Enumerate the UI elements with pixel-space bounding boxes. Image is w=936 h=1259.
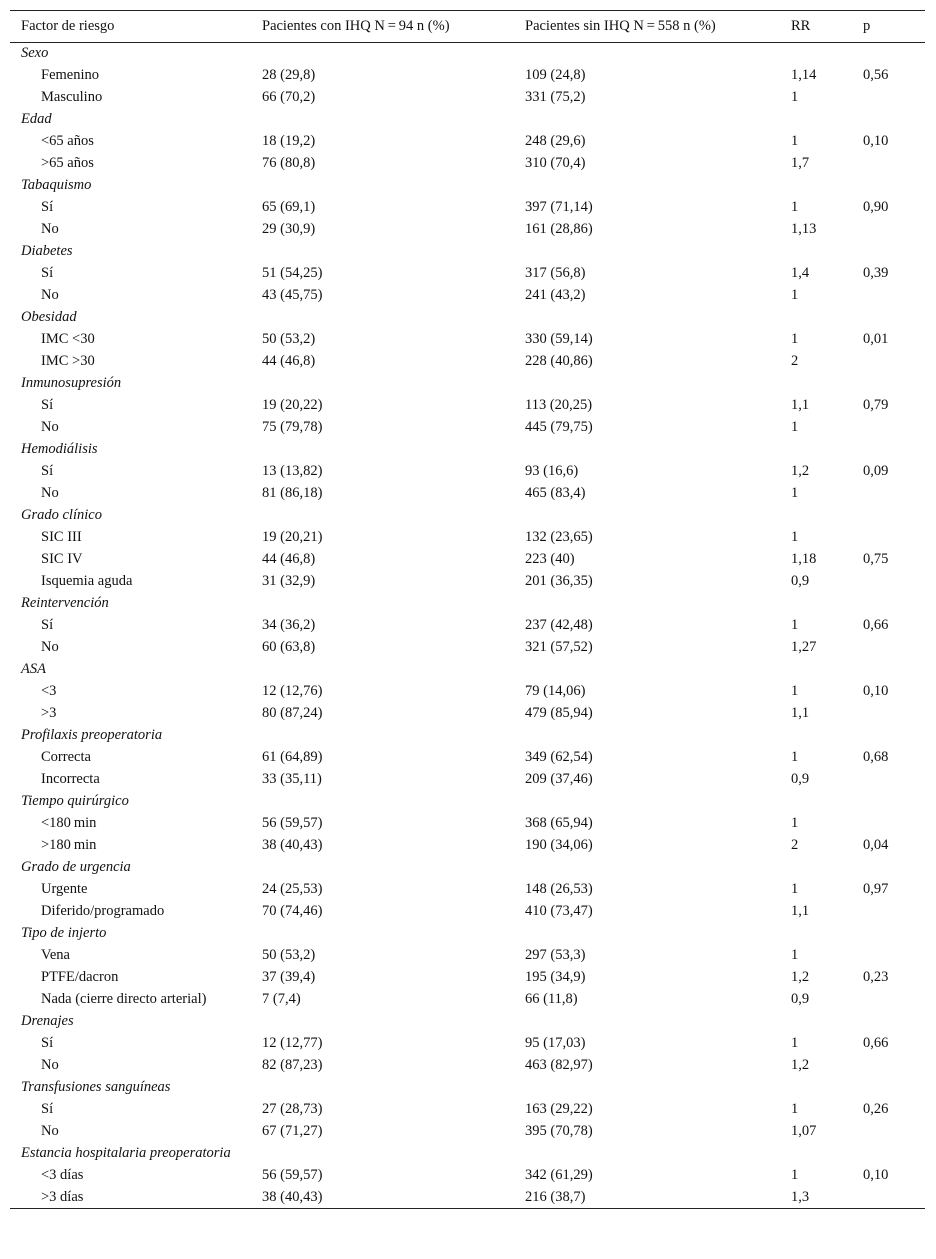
cell-with-ihq: 51 (54,25) (262, 265, 323, 281)
cell-with-ihq: 44 (46,8) (262, 353, 316, 369)
table-row (10, 989, 925, 1011)
cell-with-ihq: 66 (70,2) (262, 89, 316, 105)
table-row (10, 549, 925, 571)
cell-p: 0,68 (863, 749, 889, 765)
cell-factor: Isquemia aguda (41, 573, 133, 589)
cell-factor: >3 días (10, 1187, 251, 1209)
cell-p (852, 769, 925, 791)
cell-without-ihq: 190 (34,06) (525, 837, 593, 853)
cell-with-ihq: 12 (12,77) (262, 1035, 323, 1051)
cell-rr: 1 (791, 617, 799, 633)
group-row (10, 791, 925, 813)
group-row (10, 923, 925, 945)
cell-factor: Sí (41, 397, 54, 413)
cell-with-ihq: 82 (87,23) (262, 1057, 323, 1073)
cell-factor: >3 (41, 705, 57, 721)
group-row (10, 857, 925, 879)
group-label: Reintervención (21, 595, 109, 611)
table-row (10, 1055, 925, 1077)
cell-factor: Incorrecta (41, 771, 100, 787)
cell-with-ihq: 75 (79,78) (262, 419, 323, 435)
cell-p: 0,01 (863, 331, 889, 347)
table-row (10, 813, 925, 835)
table-row (10, 615, 925, 637)
table-row (10, 637, 925, 659)
table-row (10, 219, 925, 241)
group-label: Tabaquismo (21, 177, 92, 193)
cell-factor: Correcta (41, 749, 91, 765)
table-row (10, 285, 925, 307)
table-row (10, 1033, 925, 1055)
cell-factor: <3 (41, 683, 57, 699)
group-label: Tiempo quirúrgico (21, 793, 129, 809)
cell-with-ihq: 43 (45,75) (262, 287, 323, 303)
table-header (10, 11, 925, 43)
cell-rr: 2 (791, 837, 799, 853)
group-label: Obesidad (21, 309, 77, 325)
cell-with-ihq: 60 (63,8) (262, 639, 316, 655)
table-body (10, 43, 925, 1209)
cell-without-ihq: 228 (40,86) (525, 353, 593, 369)
cell-rr: 1,3 (780, 1187, 852, 1209)
cell-rr: 1,2 (791, 463, 810, 479)
group-label: Sexo (21, 45, 49, 62)
table-row (10, 329, 925, 351)
cell-p (852, 219, 925, 241)
table-row (10, 967, 925, 989)
cell-rr: 1 (791, 1167, 799, 1183)
cell-rr: 1 (791, 485, 799, 501)
table-row (10, 1165, 925, 1187)
cell-without-ihq: 463 (82,97) (525, 1057, 593, 1073)
table-row (10, 527, 925, 549)
cell-factor: <65 años (41, 133, 94, 149)
group-row (10, 307, 925, 329)
cell-with-ihq: 56 (59,57) (262, 815, 323, 831)
cell-without-ihq: 241 (43,2) (525, 287, 586, 303)
cell-with-ihq: 44 (46,8) (262, 551, 316, 567)
cell-rr: 1,18 (791, 551, 817, 567)
cell-p (852, 901, 925, 923)
table-row (10, 395, 925, 417)
cell-p (852, 571, 925, 593)
cell-rr: 1,1 (791, 397, 810, 413)
cell-without-ihq: 201 (36,35) (525, 573, 593, 589)
cell-p: 0,79 (863, 397, 889, 413)
cell-p: 0,56 (863, 67, 889, 83)
cell-with-ihq: 24 (25,53) (262, 881, 323, 897)
cell-with-ihq: 33 (35,11) (262, 771, 322, 787)
cell-rr: 1 (791, 1101, 799, 1117)
cell-p: 0,39 (863, 265, 889, 281)
cell-rr: 1 (791, 947, 799, 963)
table-row (10, 461, 925, 483)
cell-with-ihq: 37 (39,4) (262, 969, 316, 985)
table-row (10, 351, 925, 373)
group-label: Profilaxis preoperatoria (21, 727, 163, 743)
cell-p (852, 945, 925, 967)
cell-without-ihq: 410 (73,47) (525, 903, 593, 919)
cell-without-ihq: 397 (71,14) (525, 199, 593, 215)
cell-p: 0,04 (863, 837, 889, 853)
cell-without-ihq: 195 (34,9) (525, 969, 586, 985)
cell-p: 0,90 (863, 199, 889, 215)
group-row (10, 439, 925, 461)
cell-without-ihq: 445 (79,75) (525, 419, 593, 435)
cell-with-ihq: 19 (20,22) (262, 397, 323, 413)
cell-rr: 1,4 (791, 265, 810, 281)
cell-p (852, 417, 925, 439)
table-row (10, 1187, 925, 1209)
cell-p (852, 703, 925, 725)
cell-with-ihq: 76 (80,8) (262, 155, 316, 171)
cell-p (852, 1055, 925, 1077)
group-row (10, 43, 925, 65)
cell-p (852, 989, 925, 1011)
cell-p: 0,66 (863, 1035, 889, 1051)
cell-rr: 1,07 (791, 1123, 817, 1139)
table-row (10, 483, 925, 505)
cell-with-ihq: 12 (12,76) (262, 683, 323, 699)
cell-factor: Nada (cierre directo arterial) (41, 991, 207, 1007)
cell-with-ihq: 65 (69,1) (262, 199, 316, 215)
cell-factor: Urgente (41, 881, 88, 897)
cell-without-ihq: 66 (11,8) (525, 991, 578, 1007)
header-rr: RR (780, 11, 852, 43)
cell-rr: 0,9 (791, 771, 810, 787)
group-label: Drenajes (21, 1013, 74, 1029)
cell-rr: 1 (791, 881, 799, 897)
group-row (10, 1077, 925, 1099)
table-row (10, 131, 925, 153)
cell-rr: 1 (791, 529, 799, 545)
cell-without-ihq: 331 (75,2) (525, 89, 586, 105)
table-row (10, 153, 925, 175)
group-row (10, 725, 925, 747)
cell-p: 0,10 (863, 1167, 889, 1183)
table-row (10, 901, 925, 923)
group-row (10, 505, 925, 527)
cell-rr: 1,1 (791, 705, 810, 721)
cell-factor: No (41, 221, 59, 237)
table-row (10, 571, 925, 593)
cell-p (852, 813, 925, 835)
group-label: ASA (21, 661, 46, 677)
cell-without-ihq: 148 (26,53) (525, 881, 593, 897)
cell-without-ihq: 248 (29,6) (525, 133, 586, 149)
cell-without-ihq: 342 (61,29) (525, 1167, 593, 1183)
cell-with-ihq: 38 (40,43) (251, 1187, 514, 1209)
group-label: Transfusiones sanguíneas (21, 1079, 171, 1095)
cell-p (852, 1121, 925, 1143)
table-row (10, 1099, 925, 1121)
table-row (10, 945, 925, 967)
cell-factor: Diferido/programado (41, 903, 165, 919)
cell-factor: No (41, 1057, 59, 1073)
cell-factor: <180 min (41, 815, 97, 831)
cell-without-ihq: 368 (65,94) (525, 815, 593, 831)
table-row (10, 65, 925, 87)
cell-rr: 1 (791, 287, 799, 303)
cell-with-ihq: 50 (53,2) (262, 331, 316, 347)
cell-p (852, 285, 925, 307)
cell-rr: 1 (791, 749, 799, 765)
cell-without-ihq: 161 (28,86) (525, 221, 593, 237)
cell-with-ihq: 29 (30,9) (262, 221, 316, 237)
cell-without-ihq: 163 (29,22) (525, 1101, 593, 1117)
cell-rr: 1 (791, 331, 799, 347)
cell-rr: 2 (791, 353, 799, 369)
cell-with-ihq: 70 (74,46) (262, 903, 323, 919)
group-label: Grado de urgencia (21, 859, 131, 875)
cell-rr: 1,27 (791, 639, 817, 655)
group-row (10, 593, 925, 615)
cell-without-ihq: 330 (59,14) (525, 331, 593, 347)
cell-rr: 1,2 (791, 969, 810, 985)
cell-factor: SIC III (41, 529, 82, 545)
cell-rr: 0,9 (791, 991, 810, 1007)
cell-factor: No (41, 1123, 59, 1139)
group-label: Diabetes (21, 243, 73, 259)
cell-without-ihq: 395 (70,78) (525, 1123, 593, 1139)
cell-factor: No (41, 485, 59, 501)
cell-with-ihq: 18 (19,2) (262, 133, 316, 149)
table-row (10, 681, 925, 703)
group-row (10, 1011, 925, 1033)
group-label: Inmunosupresión (21, 375, 122, 391)
cell-rr: 1 (791, 89, 799, 105)
group-label: Estancia hospitalaria preoperatoria (21, 1145, 231, 1161)
cell-factor: Sí (41, 617, 54, 633)
cell-without-ihq: 95 (17,03) (525, 1035, 586, 1051)
table-row (10, 747, 925, 769)
group-label: Grado clínico (21, 507, 102, 523)
cell-p: 0,97 (863, 881, 889, 897)
cell-without-ihq: 113 (20,25) (525, 397, 593, 413)
cell-factor: No (41, 639, 59, 655)
cell-factor: Femenino (41, 67, 99, 83)
cell-with-ihq: 80 (87,24) (262, 705, 323, 721)
table-row (10, 263, 925, 285)
group-row (10, 659, 925, 681)
cell-factor: >180 min (41, 837, 97, 853)
cell-rr: 1 (791, 1035, 799, 1051)
cell-factor: PTFE/dacron (41, 969, 119, 985)
group-row (10, 175, 925, 197)
cell-without-ihq: 310 (70,4) (525, 155, 586, 171)
cell-without-ihq: 297 (53,3) (525, 947, 586, 963)
cell-rr: 1 (791, 815, 799, 831)
cell-p: 0,10 (863, 133, 889, 149)
header-patients-with-ihq: Pacientes con IHQ N = 94 n (%) (251, 11, 514, 43)
cell-with-ihq: 7 (7,4) (262, 991, 301, 1007)
cell-p (852, 351, 925, 373)
cell-without-ihq: 321 (57,52) (525, 639, 593, 655)
header-p: p (852, 11, 925, 43)
cell-factor: Sí (41, 199, 54, 215)
cell-rr: 1,14 (791, 67, 817, 83)
cell-p (852, 1187, 925, 1209)
group-row (10, 241, 925, 263)
cell-p (852, 483, 925, 505)
group-label: Hemodiálisis (21, 441, 98, 457)
cell-factor: IMC >30 (41, 353, 95, 369)
cell-factor: Sí (41, 1035, 54, 1051)
cell-p: 0,10 (863, 683, 889, 699)
cell-rr: 1,1 (791, 903, 810, 919)
risk-factor-table-container (10, 10, 925, 1209)
cell-with-ihq: 38 (40,43) (262, 837, 323, 853)
cell-factor: SIC IV (41, 551, 83, 567)
cell-rr: 1 (791, 683, 799, 699)
cell-rr: 1 (791, 419, 799, 435)
cell-without-ihq: 216 (38,7) (514, 1187, 780, 1209)
cell-p: 0,26 (863, 1101, 889, 1117)
cell-p: 0,23 (863, 969, 889, 985)
cell-factor: >65 años (41, 155, 94, 171)
cell-rr: 1 (791, 133, 799, 149)
cell-without-ihq: 209 (37,46) (525, 771, 593, 787)
cell-rr: 1,2 (791, 1057, 810, 1073)
cell-without-ihq: 109 (24,8) (525, 67, 586, 83)
cell-without-ihq: 479 (85,94) (525, 705, 593, 721)
table-row (10, 879, 925, 901)
cell-rr: 1 (791, 199, 799, 215)
cell-with-ihq: 50 (53,2) (262, 947, 316, 963)
cell-without-ihq: 223 (40) (525, 551, 575, 567)
cell-with-ihq: 61 (64,89) (262, 749, 323, 765)
cell-without-ihq: 465 (83,4) (525, 485, 586, 501)
table-row (10, 1121, 925, 1143)
group-label: Edad (21, 111, 52, 127)
cell-without-ihq: 93 (16,6) (525, 463, 579, 479)
cell-factor: IMC <30 (41, 331, 95, 347)
cell-factor: No (41, 287, 59, 303)
cell-with-ihq: 27 (28,73) (262, 1101, 323, 1117)
cell-rr: 1,7 (791, 155, 810, 171)
header-row (10, 11, 925, 43)
table-row (10, 87, 925, 109)
table-row (10, 703, 925, 725)
group-row (10, 1143, 925, 1165)
cell-factor: <3 días (41, 1167, 84, 1183)
cell-rr: 0,9 (791, 573, 810, 589)
cell-p: 0,09 (863, 463, 889, 479)
cell-p: 0,75 (863, 551, 889, 567)
header-patients-without-ihq: Pacientes sin IHQ N = 558 n (%) (514, 11, 780, 43)
cell-factor: Vena (41, 947, 70, 963)
cell-with-ihq: 56 (59,57) (262, 1167, 323, 1183)
cell-with-ihq: 34 (36,2) (262, 617, 316, 633)
header-factor: Factor de riesgo (10, 11, 251, 43)
cell-without-ihq: 132 (23,65) (525, 529, 593, 545)
cell-p (852, 153, 925, 175)
cell-factor: Sí (41, 1101, 54, 1117)
group-row (10, 109, 925, 131)
cell-p: 0,66 (863, 617, 889, 633)
table-row (10, 769, 925, 791)
table-row (10, 197, 925, 219)
cell-without-ihq: 349 (62,54) (525, 749, 593, 765)
risk-factor-table (10, 10, 925, 1209)
cell-without-ihq: 317 (56,8) (525, 265, 586, 281)
table-row (10, 417, 925, 439)
group-row (10, 373, 925, 395)
cell-with-ihq: 81 (86,18) (262, 485, 323, 501)
cell-without-ihq: 79 (14,06) (525, 683, 586, 699)
cell-factor: Sí (41, 265, 54, 281)
cell-with-ihq: 13 (13,82) (262, 463, 323, 479)
group-label: Tipo de injerto (21, 925, 107, 941)
cell-with-ihq: 19 (20,21) (262, 529, 323, 545)
cell-with-ihq: 28 (29,8) (262, 67, 316, 83)
cell-p (852, 637, 925, 659)
cell-p (852, 87, 925, 109)
cell-factor: Masculino (41, 89, 103, 105)
cell-with-ihq: 67 (71,27) (262, 1123, 323, 1139)
table-row (10, 835, 925, 857)
cell-p (852, 527, 925, 549)
cell-with-ihq: 31 (32,9) (262, 573, 316, 589)
cell-factor: No (41, 419, 59, 435)
cell-rr: 1,13 (791, 221, 817, 237)
cell-without-ihq: 237 (42,48) (525, 617, 593, 633)
cell-factor: Sí (41, 463, 54, 479)
